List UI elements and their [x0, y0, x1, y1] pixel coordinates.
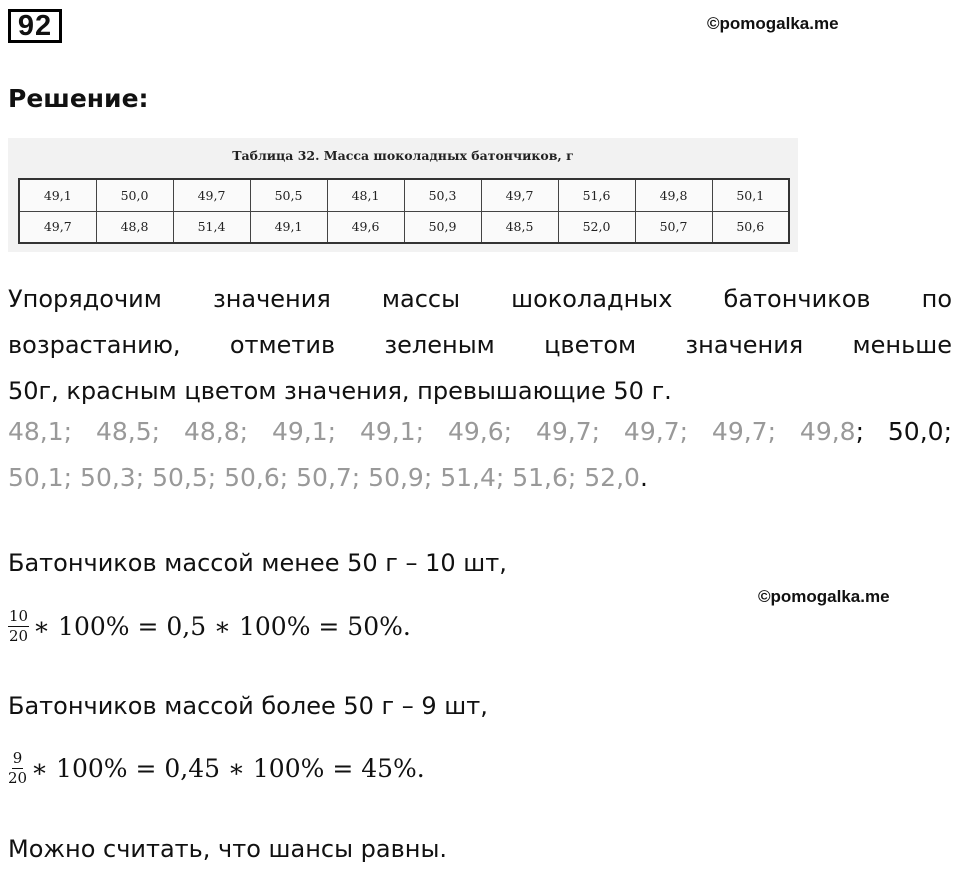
- table-cell: 50,5: [250, 179, 327, 211]
- table-cell: 51,4: [173, 211, 250, 243]
- formula-below: [8, 608, 411, 645]
- formula-expression: ∗ 100% = 0,45 ∗ 100% = 45%.: [31, 754, 425, 783]
- values-below-50: 48,1; 48,5; 48,8; 49,1; 49,1; 49,6; 49,7; 49,7; 49,7; 49,8: [8, 417, 856, 446]
- fraction-denominator: 20: [8, 769, 28, 787]
- watermark: ©pomogalka.me: [758, 587, 890, 606]
- fraction-numerator: 9: [12, 749, 23, 767]
- table-row: [19, 211, 789, 243]
- table-cell: 50,0: [96, 179, 173, 211]
- table-row: [19, 179, 789, 211]
- paragraph-line: 50г, красным цветом значения, превышающие 50 г.: [8, 377, 672, 405]
- table-cell: 49,6: [327, 211, 404, 243]
- table-cell: 49,1: [19, 179, 96, 211]
- table-cell: 48,5: [481, 211, 558, 243]
- fraction: [8, 608, 29, 645]
- formula-expression: ∗ 100% = 0,5 ∗ 100% = 50%.: [33, 612, 411, 641]
- table-cell: 48,1: [327, 179, 404, 211]
- instruction-paragraph: [8, 276, 952, 414]
- value-equal-50: 50,0;: [887, 417, 952, 446]
- solution-heading: Решение:: [8, 84, 149, 113]
- sorted-sequence: [8, 409, 952, 501]
- result-above-text: Батончиков массой более 50 г – 9 шт,: [8, 692, 488, 720]
- paragraph-line: Упорядочим значения массы шоколадных батончиков по: [8, 285, 952, 313]
- table-cell: 48,8: [96, 211, 173, 243]
- table-cell: 49,7: [19, 211, 96, 243]
- data-table-image: [8, 138, 798, 252]
- table-cell: 50,7: [635, 211, 712, 243]
- mass-table: [18, 178, 790, 244]
- fraction-numerator: 10: [9, 607, 29, 625]
- table-cell: 50,6: [712, 211, 789, 243]
- table-cell: 50,3: [404, 179, 481, 211]
- table-cell: 50,1: [712, 179, 789, 211]
- fraction-denominator: 20: [9, 627, 29, 645]
- table-cell: 49,7: [481, 179, 558, 211]
- table-cell: 49,8: [635, 179, 712, 211]
- sequence-separator: ;: [855, 417, 888, 446]
- paragraph-line: возрастанию, отметив зеленым цветом значения меньше: [8, 331, 952, 359]
- table-cell: 50,9: [404, 211, 481, 243]
- sequence-end: .: [639, 463, 648, 492]
- values-above-50: 50,1; 50,3; 50,5; 50,6; 50,7; 50,9; 51,4; 51,6; 52,0: [8, 463, 640, 492]
- conclusion-text: Можно считать, что шансы равны.: [8, 835, 448, 863]
- table-caption: Таблица 32. Масса шоколадных батончиков, г: [232, 148, 574, 163]
- table-cell: 49,7: [173, 179, 250, 211]
- result-below-text: Батончиков массой менее 50 г – 10 шт,: [8, 549, 507, 577]
- table-cell: 52,0: [558, 211, 635, 243]
- problem-number: 92: [8, 9, 62, 43]
- table-cell: 51,6: [558, 179, 635, 211]
- fraction: [8, 750, 27, 787]
- table-cell: 49,1: [250, 211, 327, 243]
- watermark: ©pomogalka.me: [707, 14, 839, 33]
- formula-above: [8, 750, 425, 787]
